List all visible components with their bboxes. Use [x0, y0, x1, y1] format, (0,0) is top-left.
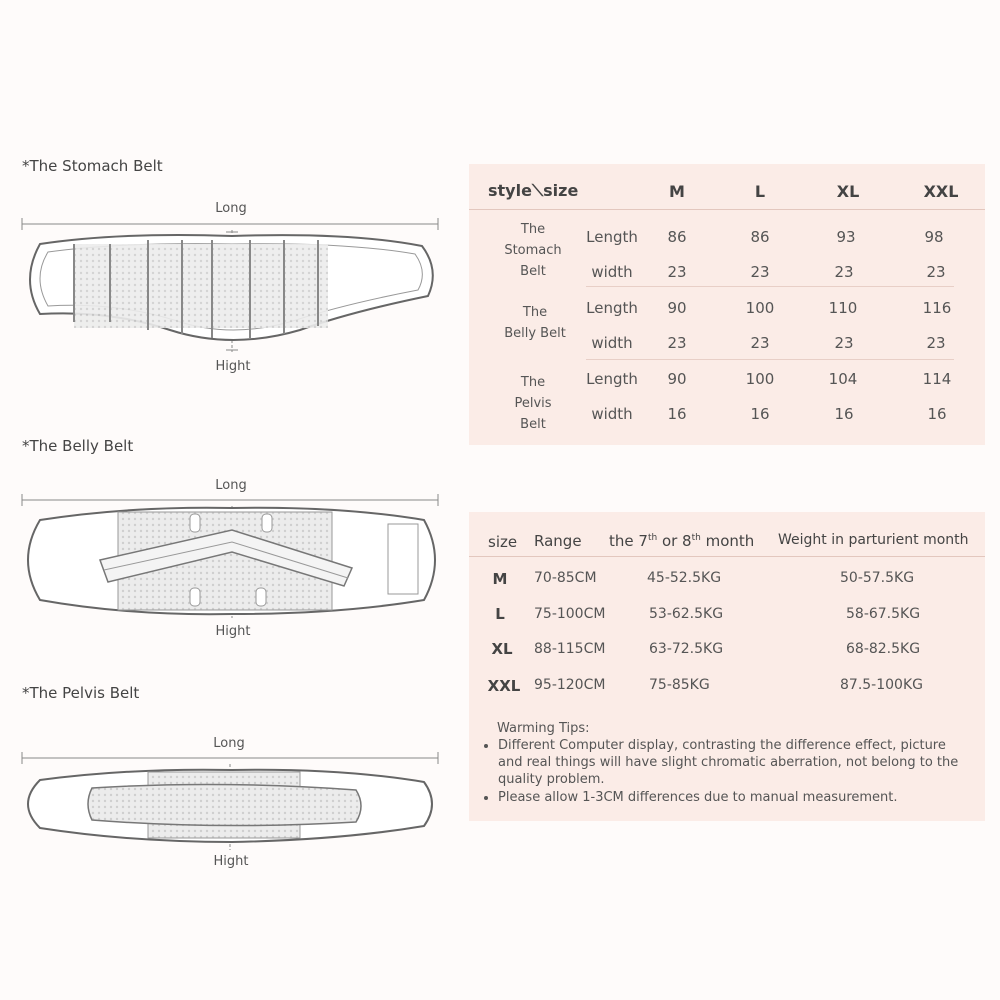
table-cell: 95-120CM: [534, 677, 606, 693]
weight-row-size: XL: [491, 640, 513, 658]
pelvis-belt-title: *The Pelvis Belt: [22, 684, 140, 702]
weight-header-size: size: [488, 533, 518, 551]
table-cell: 23: [926, 334, 946, 352]
stomach-length-label: Length: [586, 228, 638, 246]
size-header-xxl: XXL: [923, 182, 959, 201]
table-cell: 23: [834, 334, 854, 352]
group-belly-name: The Belly Belt: [504, 305, 566, 341]
table-cell: 104: [828, 370, 858, 388]
table-cell: 45-52.5KG: [647, 570, 722, 586]
table-cell: 16: [834, 405, 854, 423]
stomach-belt-title: *The Stomach Belt: [22, 157, 163, 175]
header-divider: [469, 209, 985, 210]
table-cell: 16: [927, 405, 947, 423]
belly-long-label: Long: [215, 478, 247, 493]
weight-header-parturient: Weight in parturient month: [778, 532, 969, 548]
size-header-l: L: [754, 182, 766, 201]
table-cell: 23: [667, 334, 687, 352]
table-cell: 86: [667, 228, 687, 246]
table-cell: 93: [836, 228, 856, 246]
group-divider: [586, 359, 954, 360]
table-cell: 58-67.5KG: [846, 606, 921, 622]
weight-header-range: Range: [534, 532, 582, 550]
table-cell: 100: [745, 299, 775, 317]
style-size-corner: style⟍size: [488, 181, 579, 200]
belly-width-label: width: [591, 334, 633, 352]
pelvis-width-label: width: [591, 405, 633, 423]
table-cell: 116: [922, 299, 952, 317]
tips-title: Warming Tips:: [497, 721, 590, 736]
table-cell: 87.5-100KG: [840, 677, 923, 693]
weight-header-divider: [469, 556, 985, 557]
table-cell: 23: [667, 263, 687, 281]
stomach-long-label: Long: [215, 201, 247, 216]
table-cell: 53-62.5KG: [649, 606, 724, 622]
weight-row-size: M: [492, 570, 508, 588]
table-cell: 98: [924, 228, 944, 246]
group-pelvis-name: The Pelvis Belt: [514, 375, 552, 432]
group-stomach-name: The Stomach Belt: [504, 222, 562, 279]
table-cell: 63-72.5KG: [649, 641, 724, 657]
stomach-hight-label: Hight: [215, 359, 251, 374]
table-cell: 16: [750, 405, 770, 423]
pelvis-long-label: Long: [213, 736, 245, 751]
table-cell: 86: [750, 228, 770, 246]
table-cell: 70-85CM: [534, 570, 597, 586]
pelvis-hight-label: Hight: [213, 854, 249, 869]
table-cell: 23: [750, 334, 770, 352]
belly-hight-label: Hight: [215, 624, 251, 639]
warming-tips: [484, 720, 972, 807]
table-cell: 90: [667, 299, 687, 317]
stomach-width-label: width: [591, 263, 633, 281]
table-cell: 68-82.5KG: [846, 641, 921, 657]
tip-item: • Different Computer display, contrasting the difference effect, picture and real things will have slight chromatic aberration, not belong to the quality problem.: [498, 737, 972, 788]
table-cell: 114: [922, 370, 952, 388]
pelvis-length-label: Length: [586, 370, 638, 388]
table-cell: 90: [667, 370, 687, 388]
table-cell: 23: [926, 263, 946, 281]
table-cell: 23: [834, 263, 854, 281]
table-cell: 16: [667, 405, 687, 423]
table-cell: 100: [745, 370, 775, 388]
size-header-xl: XL: [836, 182, 860, 201]
weight-header-month: the 7th or 8th month: [609, 532, 755, 550]
belly-belt-title: *The Belly Belt: [22, 437, 134, 455]
size-header-m: M: [669, 182, 685, 201]
table-cell: 110: [828, 299, 858, 317]
belly-length-label: Length: [586, 299, 638, 317]
weight-row-size: XXL: [487, 677, 521, 695]
group-divider: [586, 286, 954, 287]
table-cell: 88-115CM: [534, 641, 606, 657]
table-cell: 75-85KG: [649, 677, 710, 693]
weight-row-size: L: [495, 605, 505, 623]
table-cell: 75-100CM: [534, 606, 606, 622]
tip-item: • Please allow 1-3CM differences due to manual measurement.: [498, 789, 972, 806]
table-cell: 50-57.5KG: [840, 570, 915, 586]
table-cell: 23: [750, 263, 770, 281]
